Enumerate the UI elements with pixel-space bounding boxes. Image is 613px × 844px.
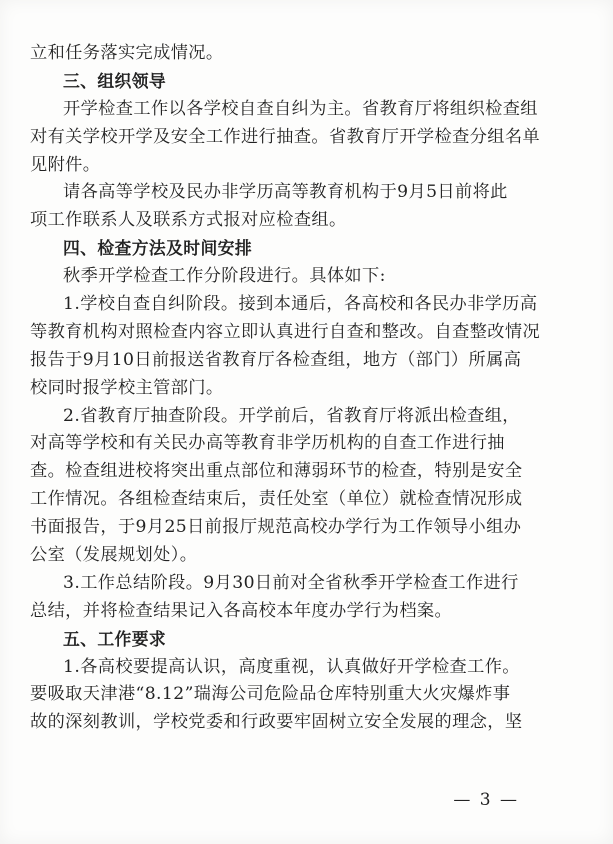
paragraph-line: 查。检查组进校将突出重点部位和薄弱环节的检查，特别是安全 — [30, 461, 523, 482]
section-heading-methods-schedule: 四、检查方法及时间安排 — [63, 238, 252, 259]
page-number: — 3 — — [453, 790, 519, 810]
paragraph-line: 开学检查工作以各学校自查自纠为主。省教育厅将组织检查组 — [63, 98, 538, 119]
section-heading-work-requirements: 五、工作要求 — [63, 628, 167, 649]
paragraph-line: 要吸取天津港“8.12”瑞海公司危险品仓库特别重大火灾爆炸事 — [30, 684, 511, 705]
document-body — [30, 40, 592, 737]
paragraph-line: 3.工作总结阶段。9月30日前对全省秋季开学检查工作进行 — [63, 572, 519, 593]
section-heading-organization: 三、组织领导 — [63, 70, 167, 91]
paragraph-line: 故的深刻教训，学校党委和行政要牢固树立安全发展的理念，坚 — [30, 712, 523, 733]
paragraph-line: 报告于9月10日前报送省教育厅各检查组，地方（部门）所属高 — [30, 349, 522, 370]
paragraph-line: 请各高等学校及民办非学历高等教育机构于9月5日前将此 — [63, 182, 508, 203]
paragraph-line: 立和任务落实完成情况。 — [30, 43, 224, 63]
paragraph-line: 1.学校自查自纠阶段。接到本通后，各高校和各民办非学历高 — [63, 294, 538, 315]
paragraph-line: 对高等学校和有关民办高等教育非学历机构的自查工作进行抽 — [30, 433, 505, 454]
paragraph-line: 校同时报学校主管部门。 — [30, 377, 224, 398]
paragraph-line: 工作情况。各组检查结束后，责任处室（单位）就检查情况形成 — [30, 489, 523, 510]
paragraph-line: 见附件。 — [30, 154, 101, 175]
paragraph-line: 项工作联系人及联系方式报对应检查组。 — [30, 210, 347, 231]
paragraph-line: 秋季开学检查工作分阶段进行。具体如下: — [63, 266, 386, 287]
paragraph-line: 公室（发展规划处）。 — [30, 545, 198, 566]
paragraph-line: 总结，并将检查结果记入各高校本年度办学行为档案。 — [30, 600, 453, 621]
paragraph-line: 对有关学校开学及安全工作进行抽查。省教育厅开学检查分组名单 — [30, 126, 541, 147]
paragraph-line: 书面报告，于9月25日前报厅规范高校办学行为工作领导小组办 — [30, 517, 522, 538]
paragraph-line: 2.省教育厅抽查阶段。开学前后，省教育厅将派出检查组， — [63, 405, 520, 426]
paragraph-line: 1.各高校要提高认识，高度重视，认真做好开学检查工作。 — [63, 656, 520, 677]
paragraph-line: 等教育机构对照检查内容立即认真进行自查和整改。自查整改情况 — [30, 321, 541, 342]
